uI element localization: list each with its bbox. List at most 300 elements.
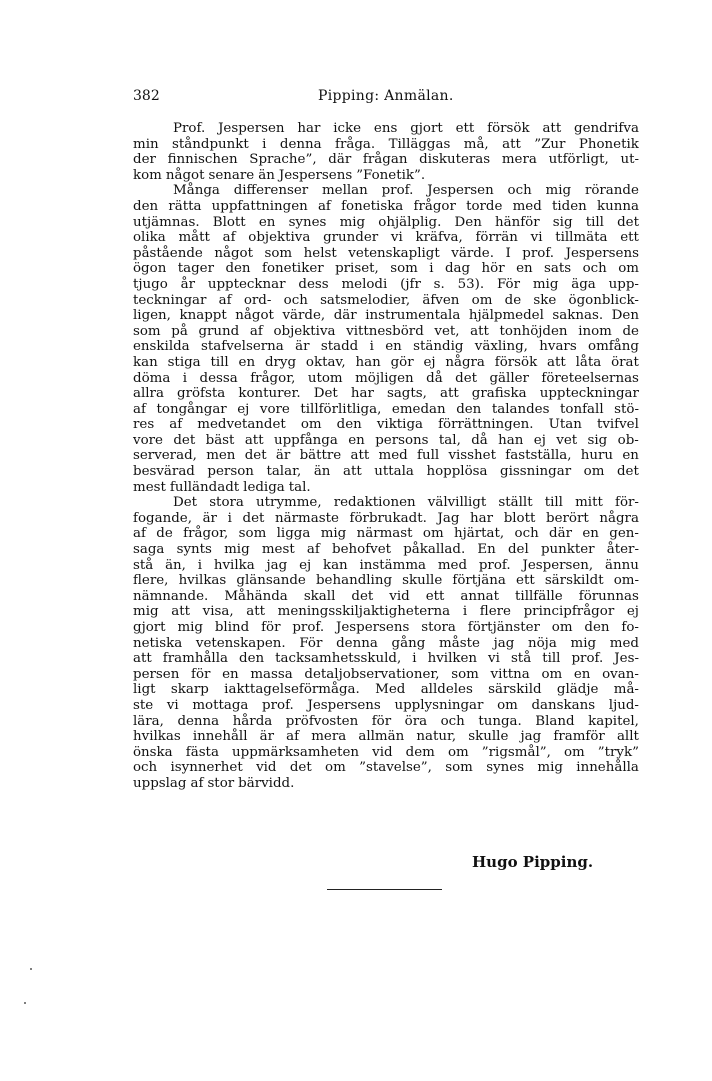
word: instämma <box>359 557 427 573</box>
word: vid <box>256 760 277 776</box>
word: gjort <box>133 620 166 635</box>
word: äga <box>571 276 596 292</box>
word: ”rigsmål”, <box>481 744 551 760</box>
word: till <box>210 354 229 370</box>
word: framför <box>553 729 605 745</box>
word: men <box>206 448 236 464</box>
text-line <box>133 246 639 262</box>
word: uppslag <box>133 775 187 791</box>
word: vi <box>166 697 179 713</box>
word: olika <box>133 230 166 246</box>
word: möjligen <box>355 370 414 386</box>
word: hvilkas <box>178 573 227 589</box>
word: För <box>497 276 521 292</box>
text-line <box>133 386 639 402</box>
word: stö- <box>614 401 639 417</box>
word: ”Fonetik”. <box>356 167 426 183</box>
word: synts <box>176 542 212 558</box>
word: det <box>242 510 265 526</box>
word: sagts, <box>386 386 427 402</box>
text-line <box>133 651 639 667</box>
word: ens <box>373 121 398 136</box>
word: ut- <box>620 152 639 168</box>
word: ej <box>626 604 639 620</box>
word: ej <box>533 432 546 448</box>
word: priset, <box>335 261 379 277</box>
word: tal. <box>288 479 311 495</box>
word: Jespersen <box>427 183 494 199</box>
word: persen <box>133 666 180 682</box>
running-title: Pipping: Anmälan. <box>318 88 454 104</box>
word: ett <box>425 588 445 604</box>
word: om <box>583 464 605 480</box>
word: senare <box>208 167 255 183</box>
word: det <box>616 464 639 480</box>
word: åter- <box>606 542 639 558</box>
word: tillförlitliga, <box>300 401 382 417</box>
word: än, <box>165 557 186 573</box>
word: kom <box>133 167 162 183</box>
word: emedan <box>391 401 446 417</box>
word: och <box>283 292 308 308</box>
text-line <box>133 433 639 449</box>
word: förunnas <box>578 588 639 604</box>
word: att <box>439 386 459 402</box>
word: om <box>447 744 469 760</box>
word: vid <box>389 588 410 604</box>
word: har <box>350 386 374 402</box>
word: hvilka <box>213 557 255 573</box>
word: om <box>471 292 493 308</box>
word: frågor, <box>183 526 229 542</box>
word: Den <box>454 214 482 230</box>
word: med <box>378 448 408 464</box>
paper-speck <box>24 1002 26 1004</box>
word: om <box>497 697 518 713</box>
word: flere, <box>133 573 169 589</box>
word: inom <box>578 323 612 339</box>
word: principfrågor <box>523 604 615 620</box>
word: af <box>133 526 146 542</box>
word: jag <box>266 557 288 573</box>
word: är <box>295 339 310 355</box>
word: teckningar <box>133 292 207 308</box>
word: framhålla <box>162 651 228 667</box>
word: satsmelodier, <box>320 292 411 308</box>
word: pröfvosten <box>285 713 359 729</box>
word: glänsande <box>236 573 306 589</box>
word: om <box>541 666 563 682</box>
word: vetenskapligt <box>348 245 440 261</box>
word: mått <box>178 230 210 246</box>
word: det <box>351 588 374 604</box>
word: person <box>207 464 254 480</box>
text-line <box>133 714 639 730</box>
word: några <box>445 354 485 370</box>
word: låta <box>575 354 602 370</box>
word: närmast <box>356 526 413 542</box>
text-line <box>133 448 639 464</box>
text-line <box>133 526 639 542</box>
word: kunna <box>596 198 639 214</box>
word: för- <box>615 495 639 511</box>
word: en <box>238 354 256 370</box>
word: oktav, <box>305 354 346 370</box>
word: upplysningar <box>394 697 484 713</box>
word: isynnerhet <box>170 760 243 776</box>
word: att <box>133 651 152 667</box>
word: knappt <box>179 308 227 324</box>
word: ej <box>299 557 312 573</box>
word: ord- <box>243 292 272 308</box>
word: ögon <box>133 261 167 277</box>
word: berört <box>546 510 589 526</box>
word: synes <box>288 214 327 230</box>
text-line <box>133 121 639 137</box>
word: hvars <box>539 339 577 355</box>
word: huru <box>580 448 614 464</box>
word: glädje <box>556 682 599 698</box>
word: ett <box>455 121 475 136</box>
word: ständig <box>413 339 464 355</box>
word: mitt <box>575 495 603 511</box>
word: om <box>422 526 444 542</box>
word: i <box>262 136 267 152</box>
word: natur, <box>416 729 457 745</box>
word: påkallad. <box>403 542 466 558</box>
word: tillmäta <box>555 230 608 246</box>
word: grafiska <box>471 386 527 402</box>
word: fråga. <box>335 136 376 152</box>
text-line <box>133 573 639 589</box>
word: ståndpunkt <box>172 136 249 152</box>
word: att <box>350 448 370 464</box>
word: till <box>542 651 561 667</box>
word: danskans <box>531 697 596 713</box>
word: af <box>190 775 204 791</box>
word: talandes <box>491 401 550 417</box>
text-line <box>133 261 639 277</box>
word: Den <box>611 308 639 324</box>
text-line <box>133 339 639 355</box>
word: i <box>412 651 417 667</box>
text-line <box>133 480 639 496</box>
word: denna <box>279 136 322 152</box>
word: gör <box>390 354 414 370</box>
word: mig <box>320 526 347 542</box>
word: ligen, <box>133 308 171 324</box>
word: grunder <box>323 230 379 246</box>
word: önska <box>133 744 173 760</box>
word: och <box>133 760 158 776</box>
word: kan <box>322 557 348 573</box>
word: tager <box>177 261 215 277</box>
text-line <box>133 682 639 698</box>
word: vi <box>488 651 500 667</box>
word: förrän <box>475 230 518 246</box>
word: dag <box>444 261 471 277</box>
word: sats <box>544 261 572 277</box>
word: allmän <box>358 729 405 745</box>
word: blott <box>503 510 536 526</box>
word: tacksamhetsskuld, <box>275 651 402 667</box>
word: medvetandet <box>197 417 286 433</box>
word: hopplösa <box>426 464 488 480</box>
word: något <box>165 167 205 183</box>
word: del <box>507 542 529 558</box>
word: melodi <box>341 276 388 292</box>
word: är <box>275 448 291 464</box>
word: några <box>599 510 639 526</box>
word: att <box>342 464 362 480</box>
word: Det <box>173 495 198 511</box>
word: tvifvel <box>596 417 639 433</box>
word: massa <box>250 666 293 682</box>
text-line <box>133 604 639 620</box>
text-line <box>133 729 639 745</box>
word: vet, <box>434 323 460 339</box>
text-line <box>133 464 639 480</box>
word: nöja <box>528 635 557 651</box>
word: (jfr <box>400 276 421 292</box>
word: skulle <box>402 573 443 589</box>
word: om <box>300 417 322 433</box>
word: till <box>585 214 604 230</box>
word: prof. <box>571 651 604 667</box>
word: rätta <box>168 198 202 214</box>
word: skall <box>303 588 336 604</box>
word: utjämnas. <box>133 214 200 230</box>
word: att <box>502 136 521 152</box>
word: res <box>133 417 155 433</box>
word: mig <box>133 604 159 620</box>
word: gendrifva <box>574 121 639 136</box>
word: vore <box>133 432 163 448</box>
word: ligt <box>133 682 156 698</box>
word: om <box>618 261 639 277</box>
word: i <box>227 510 232 526</box>
word: det <box>455 370 478 386</box>
word: hårda <box>232 713 273 729</box>
text-line <box>133 667 639 683</box>
word: i <box>429 261 434 277</box>
word: må- <box>613 682 639 698</box>
word: närmaste <box>275 510 339 526</box>
word: vittna <box>490 666 530 682</box>
word: netiska <box>133 635 183 651</box>
word: det <box>244 448 267 464</box>
text-line <box>133 745 639 761</box>
word: ligga <box>276 526 311 542</box>
word: om <box>563 744 585 760</box>
word: stora <box>421 620 456 635</box>
word: värde. <box>451 245 494 261</box>
word: än <box>313 464 331 480</box>
word: en <box>582 526 599 542</box>
word: att <box>547 354 566 370</box>
word: bättre <box>299 448 342 464</box>
word: finnischen <box>167 152 238 168</box>
word: särskild <box>488 682 542 698</box>
word: prof. <box>262 697 294 713</box>
text-line <box>133 542 639 558</box>
word: tjugo <box>133 276 168 292</box>
word: uppmärksamheten <box>232 744 360 760</box>
word: uppfattningen <box>211 198 308 214</box>
word: sig <box>552 214 573 230</box>
word: 53). <box>457 276 485 292</box>
word: af <box>222 230 236 246</box>
word: stå <box>510 651 532 667</box>
text-line <box>133 277 639 293</box>
word: denna <box>336 635 378 651</box>
word: har <box>297 121 321 136</box>
word: gissningar <box>500 464 572 480</box>
word: jag <box>520 729 542 745</box>
word: om <box>325 760 346 776</box>
word: att <box>171 604 190 620</box>
word: tunga. <box>478 713 522 729</box>
word: rörande <box>584 183 639 199</box>
word: gen- <box>609 526 639 542</box>
word: af <box>249 323 263 339</box>
word: serverad, <box>133 448 197 464</box>
word: mera <box>501 152 537 168</box>
text-line <box>133 495 639 511</box>
word: fonetiska <box>341 198 404 214</box>
word: Jes- <box>614 651 639 667</box>
word: ste <box>133 697 154 713</box>
text-line <box>133 137 639 153</box>
word: förbrukadt. <box>349 510 427 526</box>
text-line <box>133 183 639 199</box>
text-line <box>133 371 639 387</box>
text-line <box>133 168 639 184</box>
text-line <box>133 152 639 168</box>
word: för <box>191 666 211 682</box>
text-line <box>133 511 639 527</box>
word: tal, <box>438 432 461 448</box>
word: förrättningen. <box>438 417 534 433</box>
word: vore <box>259 401 290 417</box>
word: äfven <box>422 292 460 308</box>
text-line <box>133 199 639 215</box>
word: den <box>225 261 251 277</box>
word: örat <box>611 354 639 370</box>
word: stiga <box>167 354 201 370</box>
word: viktiga <box>376 417 424 433</box>
word: han <box>498 432 524 448</box>
word: punkter <box>540 542 595 558</box>
word: en <box>622 448 639 464</box>
word: Måhända <box>224 588 288 604</box>
word: utom <box>307 370 343 386</box>
word: konturer. <box>238 386 301 402</box>
word: i <box>182 370 188 386</box>
word: besvärad <box>133 464 195 480</box>
word: saknas. <box>552 308 604 324</box>
word: ”Zur <box>534 136 566 152</box>
word: ej <box>237 401 250 417</box>
word: måste <box>439 635 480 651</box>
word: till <box>544 495 563 511</box>
word: kan <box>133 354 158 370</box>
word: dryg <box>264 354 297 370</box>
word: mig <box>545 183 572 199</box>
word: något <box>235 308 274 324</box>
word: ljud- <box>608 697 639 713</box>
word: helst <box>303 245 337 261</box>
word: de <box>622 323 639 339</box>
word: stå <box>133 557 154 573</box>
word: kräfva, <box>415 230 463 246</box>
word: på <box>171 323 188 339</box>
word: hänför <box>494 214 540 230</box>
word: Bland <box>535 713 575 729</box>
word: det <box>617 214 639 230</box>
word: Jespersens <box>307 697 381 713</box>
word: en <box>222 666 239 682</box>
word: år <box>180 276 196 292</box>
word: att <box>244 432 264 448</box>
word: skarp <box>170 682 209 698</box>
word: tongångar <box>156 401 227 417</box>
word: uttala <box>374 464 414 480</box>
text-line <box>133 417 639 433</box>
word: blind <box>214 620 250 635</box>
word: där <box>333 308 357 324</box>
word: växling, <box>474 339 528 355</box>
word: ögonblick- <box>568 292 639 308</box>
word: Med <box>375 682 406 698</box>
word: allra <box>133 386 164 402</box>
word: lära, <box>133 713 164 729</box>
word: uppfånga <box>273 432 338 448</box>
text-line <box>133 620 639 636</box>
word: frågor, <box>250 370 296 386</box>
word: mig <box>532 276 559 292</box>
word: af <box>306 542 320 558</box>
word: ohjälplig. <box>378 214 442 230</box>
word: ske <box>533 292 557 308</box>
word: Phonetik <box>578 136 639 152</box>
word: omfång <box>588 339 639 355</box>
word: vi <box>390 230 403 246</box>
word: enskilda <box>133 339 190 355</box>
word: Sprache”, <box>249 152 317 168</box>
word: ett <box>620 230 639 246</box>
word: tiden <box>551 198 587 214</box>
word: gång <box>391 635 426 651</box>
word: behandling <box>315 573 393 589</box>
word: som <box>445 760 473 776</box>
text-line <box>133 293 639 309</box>
word: dessa <box>199 370 238 386</box>
word: värde, <box>282 308 326 324</box>
word: öra <box>404 713 428 729</box>
word: sig <box>587 432 608 448</box>
word: ”tryk” <box>597 744 639 760</box>
word: en <box>258 214 276 230</box>
word: må, <box>463 136 489 152</box>
word: I <box>505 245 511 261</box>
text-line <box>133 636 639 652</box>
word: den <box>584 620 610 635</box>
word: af <box>218 292 232 308</box>
word: utförligt, <box>548 152 609 168</box>
word: af <box>286 729 300 745</box>
word: fästa <box>185 744 219 760</box>
